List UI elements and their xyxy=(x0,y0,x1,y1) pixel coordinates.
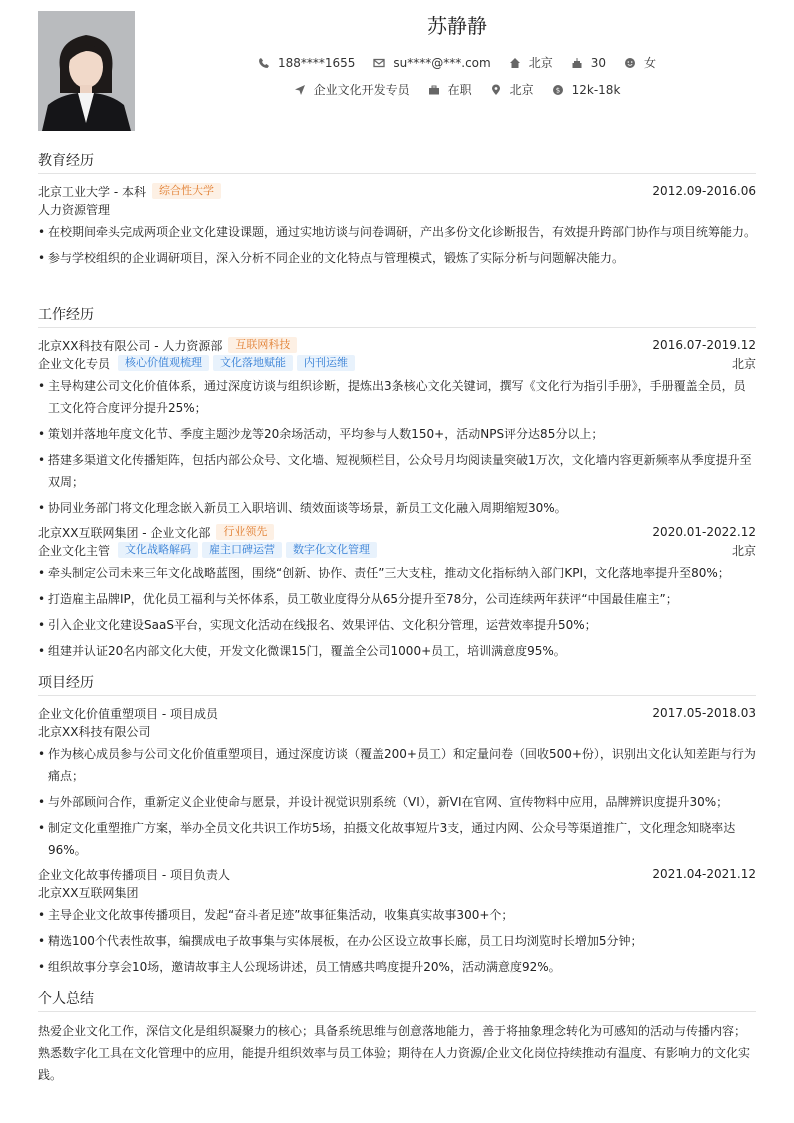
list-item: • 牵头制定公司未来三年文化战略蓝图，围绕“创新、协作、责任”三大支柱，推动文化指标纳入部门KPI，文化落地率提升至80%； xyxy=(38,562,756,584)
job-city: 北京 xyxy=(731,543,756,558)
education-section xyxy=(38,150,756,273)
list-item: • 与外部顾问合作，重新定义企业使命与愿景，并设计视觉识别系统（VI），新VI在官网、宣传物料中应用，品牌辨识度提升30%； xyxy=(38,791,756,813)
gender-item xyxy=(624,54,656,71)
gender-text: 女 xyxy=(644,56,657,70)
education-header xyxy=(38,182,756,200)
list-item: • 组织故事分享会10场，邀请故事主人公现场讲述，员工情感共鸣度提升20%，活动满意度92%。 xyxy=(38,956,756,978)
list-item: • 主导企业文化故事传播项目，发起“奋斗者足迹”故事征集活动，收集真实故事300+个； xyxy=(38,904,756,926)
hometown-item xyxy=(509,54,553,71)
project-entry xyxy=(38,865,756,978)
company-name: 北京XX科技有限公司 - 人力资源部 xyxy=(38,338,223,353)
home-icon xyxy=(509,57,521,69)
list-item: • 参与学校组织的企业调研项目，深入分析不同企业的文化特点与管理模式，锻炼了实际分析与问题解决能力。 xyxy=(38,247,756,269)
briefcase-icon xyxy=(428,84,440,96)
cake-icon xyxy=(571,57,583,69)
salary-text: 12k-18k xyxy=(571,82,621,97)
job-header xyxy=(38,336,756,354)
education-date: 2012.09-2016.06 xyxy=(652,184,756,198)
job-bullets xyxy=(38,562,756,662)
position: 企业文化主管 xyxy=(38,543,111,558)
hometown-text: 北京 xyxy=(528,56,553,70)
project-date: 2021.04-2021.12 xyxy=(652,867,756,881)
job-status-text: 在职 xyxy=(447,83,472,97)
list-item: • 打造雇主品牌IP，优化员工福利与关怀体系，员工敬业度得分从65分提升至78分，公司连续两年获评“中国最佳雇主”； xyxy=(38,588,756,610)
target-position-text: 企业文化开发专员 xyxy=(313,83,410,97)
list-item: • 引入企业文化建设SaaS平台，实现文化活动在线报名、效果评估、文化积分管理，运营效率提升50%； xyxy=(38,614,756,636)
section-title: 个人总结 xyxy=(38,988,756,1012)
project-org: 北京XX互联网集团 xyxy=(38,885,139,900)
email-text: su****@***.com xyxy=(393,55,491,70)
project-org: 北京XX科技有限公司 xyxy=(38,724,151,739)
project-header xyxy=(38,865,756,883)
salary-item xyxy=(552,83,621,97)
target-position-item xyxy=(294,81,410,98)
list-item: • 协同业务部门将文化理念嵌入新员工入职培训、绩效面谈等场景，新员工文化融入周期缩短30%。 xyxy=(38,497,756,519)
project-name: 企业文化价值重塑项目 - 项目成员 xyxy=(38,706,218,721)
target-city-item xyxy=(490,81,534,98)
job-header xyxy=(38,523,756,541)
location-pin-icon xyxy=(490,84,502,96)
job-entry xyxy=(38,336,756,519)
project-name: 企业文化故事传播项目 - 项目负责人 xyxy=(38,867,230,882)
svg-text:$: $ xyxy=(555,86,560,95)
skill-tag: 数字化文化管理 xyxy=(286,542,377,558)
company-tag: 行业领先 xyxy=(216,524,274,540)
job-date: 2016.07-2019.12 xyxy=(652,338,756,352)
contact-info-row xyxy=(140,54,774,71)
section-title: 工作经历 xyxy=(38,304,756,328)
project-entry xyxy=(38,704,756,861)
major-row xyxy=(38,200,756,218)
list-item: • 精选100个代表性故事，编撰成电子故事集与实体展板，在办公区设立故事长廊，员工日均浏览时长增加5分钟； xyxy=(38,930,756,952)
job-info-row xyxy=(140,81,774,98)
company-tag: 互联网科技 xyxy=(228,337,297,353)
money-icon xyxy=(552,84,564,96)
skill-tag: 雇主口碑运营 xyxy=(202,542,282,558)
phone-text: 188****1655 xyxy=(277,55,356,70)
project-org-row xyxy=(38,722,756,740)
position: 企业文化专员 xyxy=(38,356,111,371)
project-org-row xyxy=(38,883,756,901)
project-header xyxy=(38,704,756,722)
job-status-item xyxy=(428,81,472,98)
school-name: 北京工业大学 - 本科 xyxy=(38,184,146,199)
skill-tag: 内刊运维 xyxy=(297,355,355,371)
summary-text: 热爱企业文化工作，深信文化是组织凝聚力的核心；具备系统思维与创意落地能力，善于将抽象理念转化为可感知的活动与传播内容；熟悉数字化工具在文化管理中的应用，能提升组织效率与员工体验；期待在人力资源/企业文化岗位持续推动有温度、有影响力的文化实践。 xyxy=(38,1024,751,1082)
send-icon xyxy=(294,84,306,96)
summary-section xyxy=(38,988,756,1086)
company-name: 北京XX互联网集团 - 企业文化部 xyxy=(38,525,211,540)
project-bullets xyxy=(38,743,756,861)
phone-item xyxy=(258,56,355,70)
phone-icon xyxy=(258,57,270,69)
job-bullets xyxy=(38,375,756,519)
position-row xyxy=(38,354,756,372)
email-item xyxy=(373,56,490,70)
list-item: • 在校期间牵头完成两项企业文化建设课题，通过实地访谈与问卷调研，产出多份文化诊断报告，有效提升跨部门协作与项目统筹能力。 xyxy=(38,221,756,243)
projects-section xyxy=(38,672,756,982)
job-entry xyxy=(38,523,756,662)
job-city: 北京 xyxy=(731,356,756,371)
job-date: 2020.01-2022.12 xyxy=(652,525,756,539)
school-tag: 综合性大学 xyxy=(152,183,221,199)
list-item: • 作为核心成员参与公司文化价值重塑项目，通过深度访谈（覆盖200+员工）和定量问卷（回收500+份），识别出文化认知差距与行为痛点； xyxy=(38,743,756,787)
list-item: • 组建并认证20名内部文化大使，开发文化微课15门，覆盖全公司1000+员工，培训满意度95%。 xyxy=(38,640,756,662)
age-item xyxy=(571,56,606,70)
list-item: • 主导构建公司文化价值体系，通过深度访谈与组织诊断，提炼出3条核心文化关键词，撰写《文化行为指引手册》，手册覆盖全员，员工文化符合度评分提升25%； xyxy=(38,375,756,419)
smile-icon xyxy=(624,57,636,69)
skill-tag: 核心价值观梳理 xyxy=(118,355,209,371)
project-date: 2017.05-2018.03 xyxy=(652,706,756,720)
section-title: 教育经历 xyxy=(38,150,756,174)
list-item: • 制定文化重塑推广方案，举办全员文化共识工作坊5场，拍摄文化故事短片3支，通过内网、公众号等渠道推广，文化理念知晓率达96%。 xyxy=(38,817,756,861)
section-title: 项目经历 xyxy=(38,672,756,696)
target-city-text: 北京 xyxy=(509,83,534,97)
mail-icon xyxy=(373,57,385,69)
skill-tag: 文化落地赋能 xyxy=(213,355,293,371)
candidate-name: 苏静静 xyxy=(427,14,487,38)
skill-tag: 文化战略解码 xyxy=(118,542,198,558)
list-item: • 搭建多渠道文化传播矩阵，包括内部公众号、文化墙、短视频栏目，公众号月均阅读量突破1万次，文化墙内容更新频率从季度提升至双周； xyxy=(38,449,756,493)
project-bullets xyxy=(38,904,756,978)
list-item: • 策划并落地年度文化节、季度主题沙龙等20余场活动，平均参与人数150+，活动NPS评分达85分以上； xyxy=(38,423,756,445)
age-text: 30 xyxy=(590,55,607,70)
major: 人力资源管理 xyxy=(38,202,111,217)
position-row xyxy=(38,541,756,559)
work-section xyxy=(38,304,756,666)
education-bullets xyxy=(38,221,756,269)
